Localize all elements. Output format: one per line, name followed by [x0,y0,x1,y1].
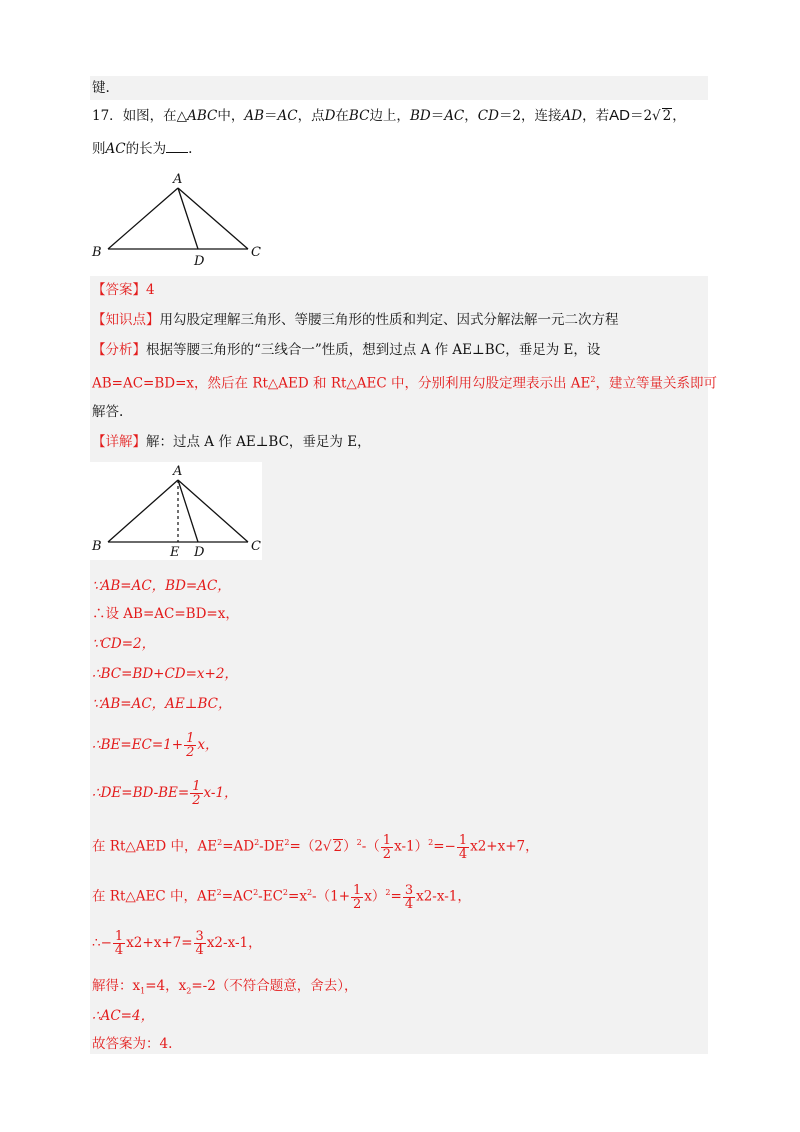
step-7: ∴DE=BD-BE= $\frac{1}{2}$ x-1， [92,779,238,808]
step-6: ∴BE=EC=1+ $\frac{1}{2}$ x， [92,731,219,760]
step-11: 解得：$x_1=4$，$x_2=-2$（不符合题意，舍去）， [92,978,358,996]
step-12: ∴AC=4， [92,1008,155,1024]
detail-line: 【详解】解：过点 A 作 AE⊥BC，垂足为 E， [92,434,371,450]
answer-blank [166,138,188,153]
triangle-figure-with-altitude [88,462,262,560]
step-9: 在 Rt△AEC 中，$AE^2=AC^2-EC^2=x^2-(1+$ $\frac{1}{2}$ x）$^2$= $\frac{3}{4}$ x2-x-1， [92,882,471,912]
label-c: C [251,245,261,260]
label-a: A [173,172,183,187]
top-line: 键. [92,80,110,96]
step-1: ∵AB=AC，BD=AC， [92,578,231,594]
triangle-figure [88,170,268,270]
label-b: B [92,539,102,554]
label-c: C [251,539,261,554]
analysis-line-2: AB=AC=BD=x，然后在 Rt△AED 和 Rt△AEC 中，分别利用勾股定理表示出 $AE^2$，建立等量关系即可 [92,375,717,392]
top-shade [90,76,708,100]
label-d: D [194,254,205,269]
knowledge-line: 【知识点】用勾股定理解三角形、等腰三角形的性质和判定、因式分解法解一元二次方程 [92,312,619,328]
label-d: D [194,545,205,560]
answer-line: 【答案】4 [92,282,155,298]
step-3: ∵CD=2， [92,636,156,652]
label-e: E [170,545,180,560]
step-5: ∵AB=AC，AE⊥BC， [92,696,232,712]
step-4: ∴BC=BD+CD=x+2， [92,666,238,682]
label-b: B [92,245,102,260]
step-8: 在 Rt△AED 中，$AE^2=AD^2-DE^2=(2√$ 2）$^2$-（ $\frac{1}{2}$ x-1）$^2$=− $\frac{1}{4}$ x2+x+7， [92,832,539,862]
step-2: ∴设 AB=AC=BD=x， [92,606,239,622]
question-line-1: 17．如图，在△ABC中，AB＝AC，点D在BC边上，BD＝AC，CD＝2，连接AD，若AD＝2√ 2， [92,107,686,124]
step-10: ∴− $\frac{1}{4}$ x2+x+7= $\frac{3}{4}$ x2-x-1， [92,929,262,958]
step-13: 故答案为：4. [92,1036,173,1052]
analysis-line-3: 解答. [92,404,124,420]
question-line-2: 则AC的长为 . [92,138,192,159]
label-a: A [173,464,183,479]
analysis-line-1: 【分析】根据等腰三角形的“三线合一”性质，想到过点 A 作 AE⊥BC，垂足为 E，设 [92,342,601,358]
